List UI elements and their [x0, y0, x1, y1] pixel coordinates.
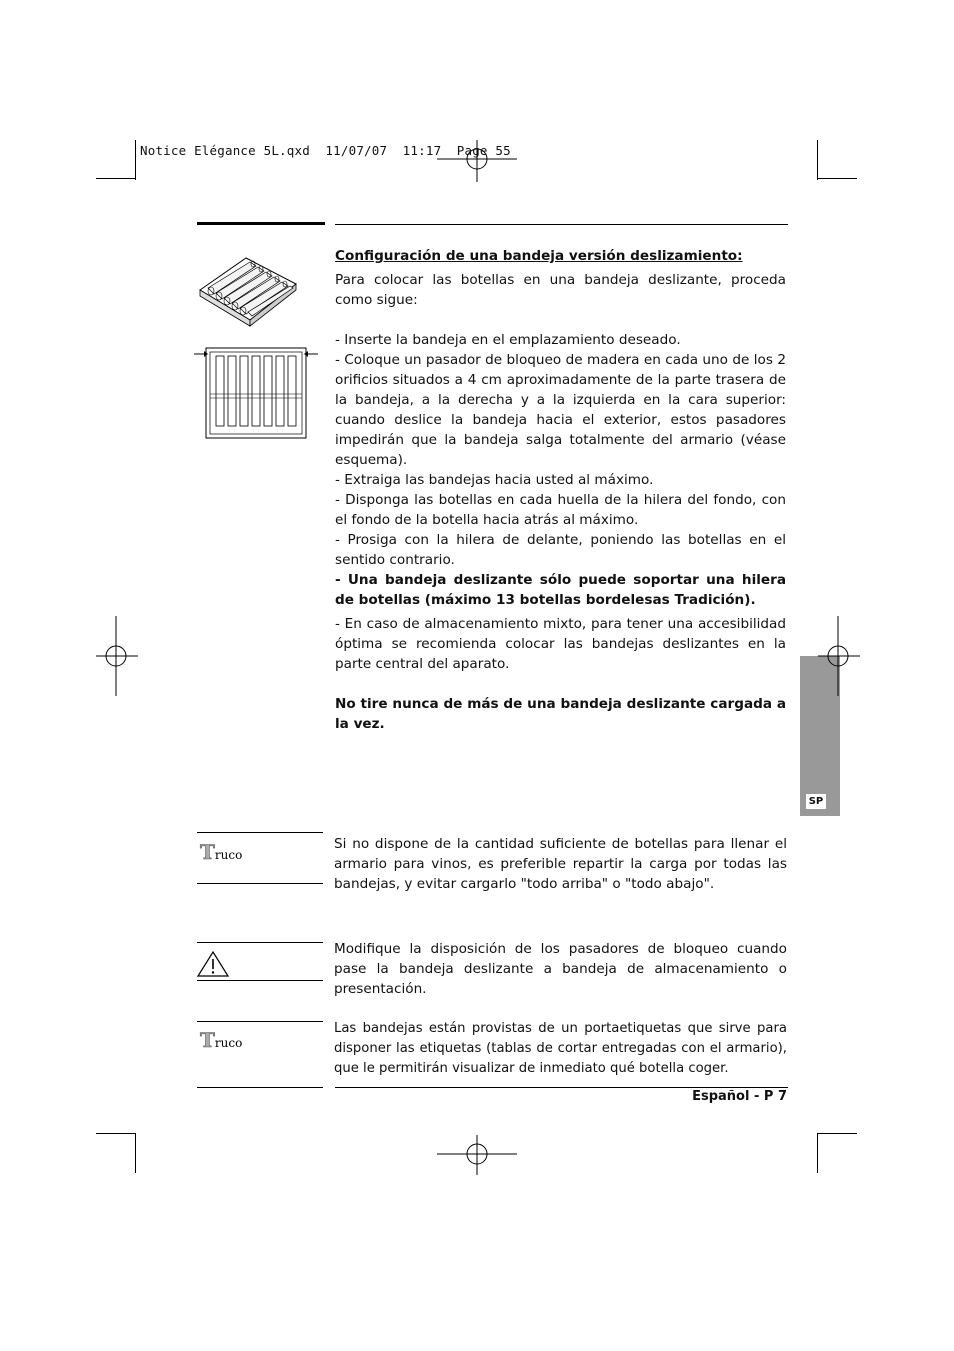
warning-triangle-icon: [196, 950, 230, 978]
slug-line: Notice Elégance 5L.qxd 11/07/07 11:17 Page 55: [140, 143, 511, 158]
header-rule-thin: [335, 224, 788, 225]
warning-bold-text: No tire nunca de más de una bandeja deslizante cargada a la vez.: [335, 696, 786, 732]
step-5: - Prosiga con la hilera de delante, poniendo las botellas en el sentido contrario.: [335, 532, 786, 568]
truco-icon: Truco: [200, 840, 243, 864]
footer-rule: [335, 1087, 788, 1088]
language-tab-label: SP: [806, 794, 826, 809]
step-1: - Inserte la bandeja en el emplazamiento deseado.: [335, 332, 681, 348]
registration-mark-left: [96, 616, 138, 696]
note2-rule-bottom: [197, 980, 323, 981]
registration-mark-right: [818, 616, 860, 696]
step-4: - Disponga las botellas en cada huella de la hilera del fondo, con el fondo de la botella hacia atrás al máximo.: [335, 492, 786, 528]
step-2: - Coloque un pasador de bloqueo de madera en cada uno de los 2 orificios situados a 4 cm aproximadamente de la parte trasera de la bandeja, a la derecha y a la izquierda en la cara superior: cuando deslice la bandeja hacia el exterior, estos pasadores impedirán que la bandeja salga totalmente del armario (véase esquema).: [335, 352, 786, 468]
note3-rule-top: [197, 1021, 323, 1022]
note-3-text: Las bandejas están provistas de un portaetiquetas que sirve para disponer las etiquetas (tablas de cortar entregadas con el armario), que le permitirán visualizar de inmediato qué botella coger.: [334, 1021, 787, 1076]
note-2-text: Modifique la disposición de los pasadores de bloqueo cuando pase la bandeja deslizante a bandeja de almacenamiento o presentación.: [334, 941, 787, 997]
truco-icon: Truco: [200, 1028, 243, 1052]
bottle-tray-top-view-illustration: [194, 344, 318, 442]
step-bold-capacity: - Una bandeja deslizante sólo puede soportar una hilera de botellas (máximo 13 botellas bordelesas Tradición).: [335, 572, 786, 608]
header-rule-thick: [197, 222, 325, 225]
note3-rule-bottom: [197, 1087, 323, 1088]
note-1-text: Si no dispone de la cantidad suficiente de botellas para llenar el armario para vinos, es preferible repartir la carga por todas las bandejas, y evitar cargarlo "todo arriba" o "todo abajo".: [334, 836, 787, 892]
registration-mark-bottom: [437, 1135, 517, 1175]
main-text-column: [335, 246, 786, 734]
page-footer-label: Español - P 7: [692, 1089, 787, 1104]
step-mixed-storage: - En caso de almacenamiento mixto, para tener una accesibilidad óptima se recomienda colocar las bandejas deslizantes en la parte central del aparato.: [335, 616, 786, 672]
step-3: - Extraiga las bandejas hacia usted al máximo.: [335, 472, 654, 488]
bottle-tray-perspective-illustration: [198, 254, 298, 330]
note1-rule-bottom: [197, 883, 323, 884]
note1-rule-top: [197, 832, 323, 833]
section-title: Configuración de una bandeja versión deslizamiento:: [335, 248, 743, 264]
section-intro: Para colocar las botellas en una bandeja deslizante, proceda como sigue:: [335, 272, 786, 308]
note2-rule-top: [197, 942, 323, 943]
